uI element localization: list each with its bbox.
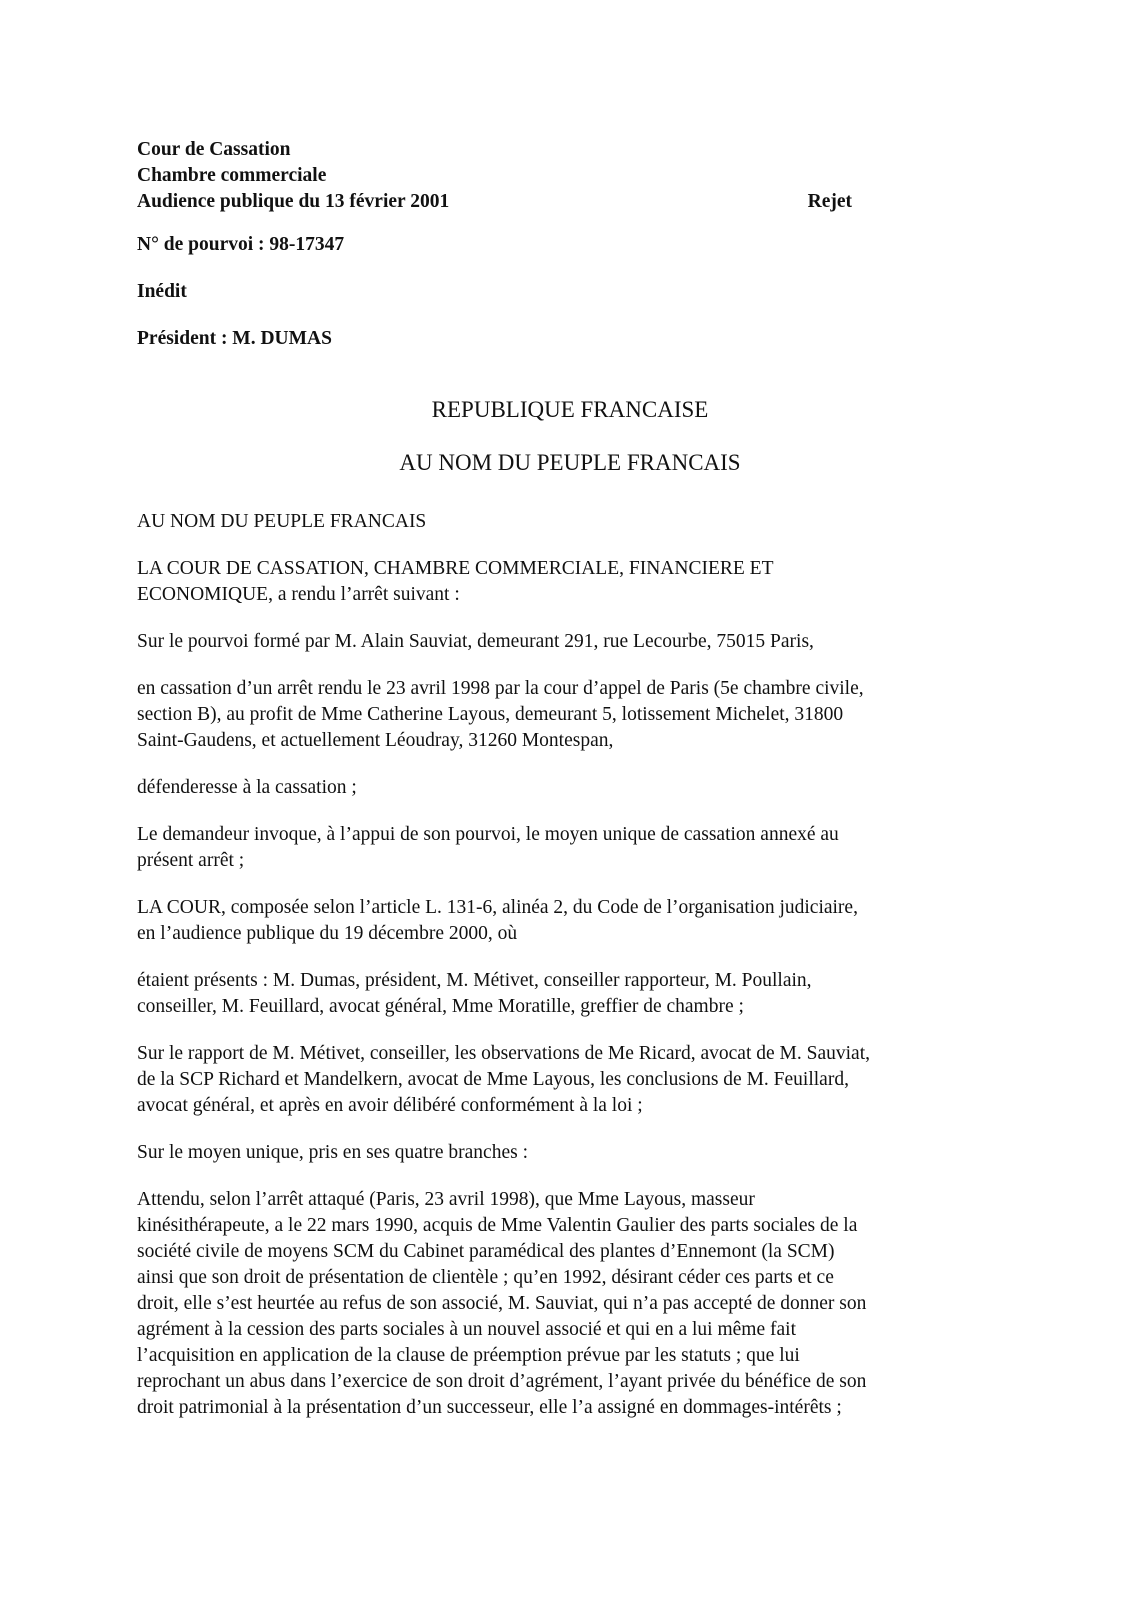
republic-title: REPUBLIQUE FRANCAISE — [431, 397, 709, 422]
paragraph-line: agrément à la cession des parts sociales à un nouvel associé et qui en a lui même fait — [137, 1319, 796, 1340]
paragraph-line: kinésithérapeute, a le 22 mars 1990, acquis de Mme Valentin Gaulier des parts sociales de la — [137, 1215, 858, 1236]
body-paragraph — [137, 775, 1017, 801]
paragraph-line: l’acquisition en application de la clause de préemption prévue par les statuts ; que lui — [137, 1345, 800, 1366]
people-title: AU NOM DU PEUPLE FRANCAIS — [399, 450, 741, 475]
paragraph-line: Sur le rapport de M. Métivet, conseiller, les observations de Me Ricard, avocat de M. Sauviat, — [137, 1043, 870, 1064]
paragraph-line: ECONOMIQUE, a rendu l’arrêt suivant : — [137, 584, 460, 605]
publication-status: Inédit — [137, 281, 187, 302]
paragraph-line: reprochant un abus dans l’exercice de son droit d’agrément, l’ayant privée du bénéfice de son — [137, 1371, 867, 1392]
body-paragraph — [137, 509, 1017, 535]
body-paragraph — [137, 556, 1017, 608]
appeal-number: N° de pourvoi : 98-17347 — [137, 234, 345, 255]
body-paragraph — [137, 822, 1017, 874]
paragraph-line: Le demandeur invoque, à l’appui de son pourvoi, le moyen unique de cassation annexé au — [137, 824, 839, 845]
paragraph-line: Sur le moyen unique, pris en ses quatre branches : — [137, 1142, 528, 1163]
paragraph-line: LA COUR, composée selon l’article L. 131-6, alinéa 2, du Code de l’organisation judiciaire, — [137, 897, 858, 918]
hearing-row — [137, 189, 852, 215]
paragraph-line: en cassation d’un arrêt rendu le 23 avril 1998 par la cour d’appel de Paris (5e chambre civile, — [137, 678, 864, 699]
paragraph-line: ainsi que son droit de présentation de clientèle ; qu’en 1992, désirant céder ces parts et ce — [137, 1267, 834, 1288]
paragraph-line: société civile de moyens SCM du Cabinet paramédical des plantes d’Ennemont (la SCM) — [137, 1241, 835, 1262]
paragraph-line: droit patrimonial à la présentation d’un successeur, elle l’a assigné en dommages-intérêts ; — [137, 1397, 842, 1418]
paragraph-line: conseiller, M. Feuillard, avocat général, Mme Moratille, greffier de chambre ; — [137, 996, 744, 1017]
hearing-date: Audience publique du 13 février 2001 — [137, 191, 450, 212]
court-name: Cour de Cassation — [137, 139, 291, 160]
paragraph-line: de la SCP Richard et Mandelkern, avocat de Mme Layous, les conclusions de M. Feuillard, — [137, 1069, 849, 1090]
paragraph-line: LA COUR DE CASSATION, CHAMBRE COMMERCIALE, FINANCIERE ET — [137, 558, 774, 579]
paragraph-line: Sur le pourvoi formé par M. Alain Sauviat, demeurant 291, rue Lecourbe, 75015 Paris, — [137, 631, 814, 652]
paragraph-line: en l’audience publique du 19 décembre 2000, où — [137, 923, 518, 944]
paragraph-line: section B), au profit de Mme Catherine Layous, demeurant 5, lotissement Michelet, 31800 — [137, 704, 844, 725]
body-paragraph — [137, 676, 1017, 754]
body-paragraph — [137, 1041, 1017, 1119]
paragraph-line: Attendu, selon l’arrêt attaqué (Paris, 23 avril 1998), que Mme Layous, masseur — [137, 1189, 755, 1210]
chamber-name: Chambre commerciale — [137, 165, 327, 186]
body-paragraph — [137, 1187, 1017, 1421]
paragraph-line: AU NOM DU PEUPLE FRANCAIS — [137, 511, 427, 532]
paragraph-line: droit, elle s’est heurtée au refus de son associé, M. Sauviat, qui n’a pas accepté de donner son — [137, 1293, 867, 1314]
body-paragraph — [137, 629, 1017, 655]
paragraph-line: avocat général, et après en avoir délibéré conformément à la loi ; — [137, 1095, 643, 1116]
president-line: Président : M. DUMAS — [137, 328, 332, 349]
document-header — [137, 137, 857, 215]
document-body — [137, 509, 1017, 1442]
paragraph-line: défenderesse à la cassation ; — [137, 777, 357, 798]
decision-label: Rejet — [807, 191, 852, 212]
body-paragraph — [137, 968, 1017, 1020]
paragraph-line: présent arrêt ; — [137, 850, 245, 871]
paragraph-line: Saint-Gaudens, et actuellement Léoudray, 31260 Montespan, — [137, 730, 614, 751]
body-paragraph — [137, 895, 1017, 947]
body-paragraph — [137, 1140, 1017, 1166]
paragraph-line: étaient présents : M. Dumas, président, M. Métivet, conseiller rapporteur, M. Poullain, — [137, 970, 812, 991]
